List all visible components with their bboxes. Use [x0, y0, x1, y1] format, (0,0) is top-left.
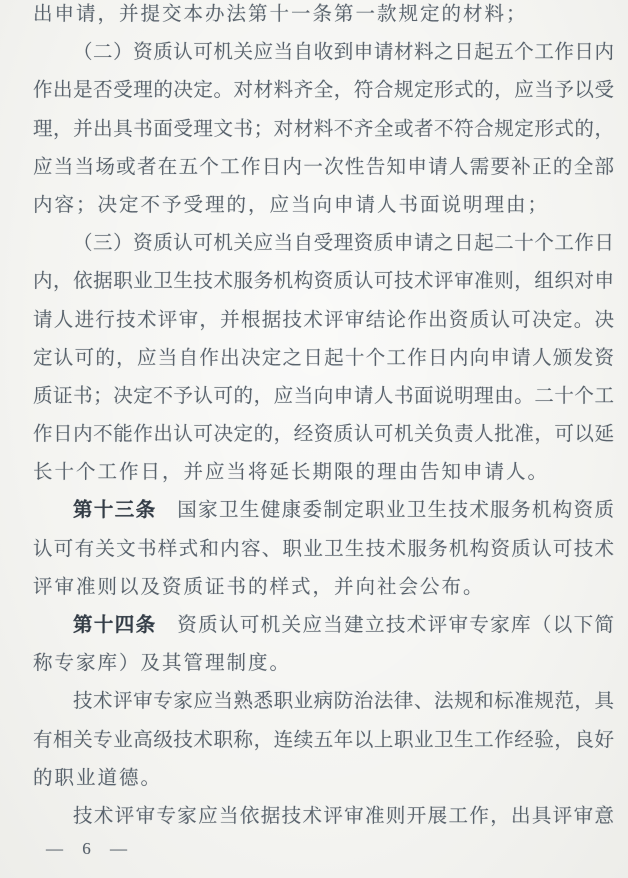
text-segment: 作日内不能作出认可决定的，经资质认可机关负责人批准，可以延 — [33, 424, 614, 446]
text-line — [33, 302, 614, 340]
text-segment: （三）资质认可机关应当自受理资质申请之日起二十个工作日 — [73, 233, 614, 255]
text-segment: 出申请，并提交本办法第十一条第一款规定的材料； — [33, 4, 528, 25]
text-segment: 请人进行技术评审，并根据技术评审结论作出资质认可决定。决 — [33, 309, 614, 331]
text-segment: 资质认可机关应当建立技术评审专家库（以下简 — [156, 615, 614, 636]
text-segment: 内，依据职业卫生技术服务机构资质认可技术评审准则，组织对申 — [33, 271, 614, 293]
text-segment: 国家卫生健康委制定职业卫生技术服务机构资质 — [156, 500, 614, 522]
text-segment: 定认可的，应当自作出决定之日起十个工作日内向申请人颁发资 — [33, 347, 614, 369]
text-line — [33, 416, 614, 454]
text-segment: 评审准则以及资质证书的样式，并向社会公布。 — [33, 576, 485, 598]
text-line — [33, 454, 614, 492]
text-segment: 称专家库）及其管理制度。 — [33, 653, 292, 675]
text-line — [33, 72, 614, 110]
text-line — [33, 492, 614, 530]
text-line — [33, 607, 614, 645]
text-line — [33, 645, 614, 683]
text-line — [33, 378, 614, 416]
text-segment: 应当当场或者在五个工作日内一次性告知申请人需要补正的全部 — [33, 156, 614, 178]
article-number: 第十四条 — [73, 615, 157, 636]
text-line — [33, 34, 614, 72]
text-line — [33, 760, 614, 798]
text-segment: 质证书；决定不予认可的，应当向申请人书面说明理由。二十个工 — [33, 385, 614, 407]
text-segment: （二）资质认可机关应当自收到申请材料之日起五个工作日内 — [73, 42, 614, 64]
page-number: — 6 — — [46, 839, 128, 858]
text-line — [33, 149, 614, 187]
text-segment: 长十个工作日，并应当将延长期限的理由告知申请人。 — [33, 462, 550, 484]
text-segment: 有相关专业高级技术职称，连续五年以上职业卫生工作经验，良好 — [33, 729, 614, 751]
article-number: 第十三条 — [73, 500, 157, 522]
text-line — [33, 187, 614, 225]
text-line — [33, 263, 614, 301]
text-line — [33, 683, 614, 721]
text-line — [33, 722, 614, 760]
text-line — [33, 0, 614, 34]
text-segment: 作出是否受理的决定。对材料齐全，符合规定形式的，应当予以受 — [33, 80, 614, 102]
text-line — [33, 798, 614, 836]
text-segment: 理，并出具书面受理文书；对材料不齐全或者不符合规定形式的， — [33, 118, 614, 140]
text-line — [33, 111, 614, 149]
text-line — [33, 340, 614, 378]
document-body — [33, 0, 614, 836]
text-segment: 的职业道德。 — [33, 767, 163, 789]
text-segment: 技术评审专家应当依据技术评审准则开展工作，出具评审意 — [73, 805, 614, 827]
text-segment: 技术评审专家应当熟悉职业病防治法律、法规和标准规范，具 — [73, 691, 614, 713]
text-line — [33, 531, 614, 569]
text-segment: 认可有关文书样式和内容、职业卫生技术服务机构资质认可技术 — [33, 538, 614, 560]
text-line — [33, 569, 614, 607]
text-segment: 内容；决定不予受理的，应当向申请人书面说明理由； — [33, 194, 550, 216]
text-line — [33, 225, 614, 263]
